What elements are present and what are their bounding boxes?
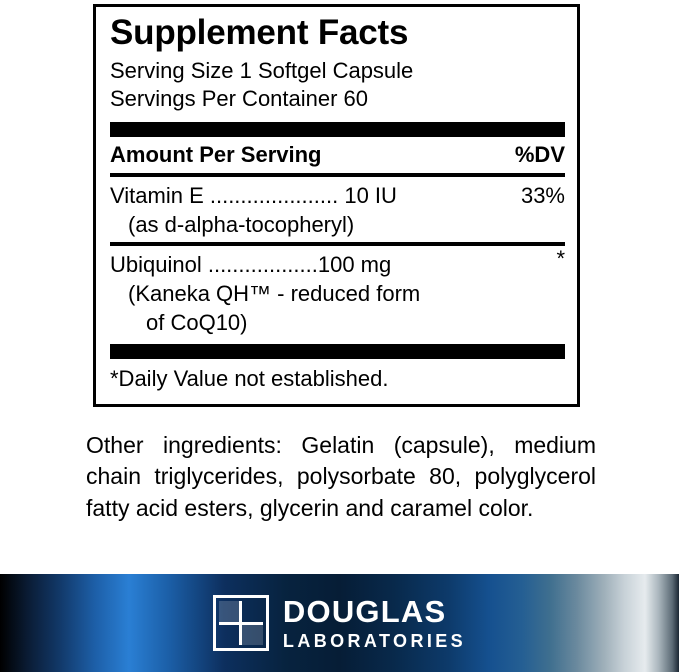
nutrient-dv: 33% xyxy=(520,183,565,209)
daily-value-header-label: %DV xyxy=(514,141,565,167)
nutrient-dv: * xyxy=(556,246,565,272)
amount-per-serving-header-row xyxy=(110,137,565,174)
nutrient-name: Ubiquinol ..................100 mg xyxy=(110,252,392,278)
other-ingredients-text: Other ingredients: Gelatin (capsule), medium chain triglycerides, polysorbate 80, polyglycerol fatty acid esters, glycerin and caramel color. xyxy=(86,432,596,521)
nutrient-subtext-2: of CoQ10) xyxy=(146,309,248,335)
brand-subtitle: LABORATORIES xyxy=(282,631,467,651)
amount-per-serving-label: Amount Per Serving xyxy=(110,141,322,167)
daily-value-footnote: *Daily Value not established. xyxy=(110,366,389,392)
nutrient-subtext: (Kaneka QH™ - reduced form xyxy=(128,280,421,306)
brand-wordmark xyxy=(283,596,466,650)
servings-per-container-text: Servings Per Container 60 xyxy=(110,86,369,112)
divider-thick-top xyxy=(110,122,565,137)
nutrient-name: Vitamin E ..................... 10 IU xyxy=(110,183,397,209)
divider-thick-bottom xyxy=(110,344,565,359)
nutrient-subtext: (as d-alpha-tocopheryl) xyxy=(128,211,355,237)
panel-title: Supplement Facts xyxy=(110,13,409,52)
nutrient-row-ubiquinol xyxy=(110,246,565,340)
brand-name: DOUGLAS xyxy=(282,594,447,629)
douglas-logo-icon xyxy=(213,595,269,651)
serving-size-text: Serving Size 1 Softgel Capsule xyxy=(110,58,414,84)
brand-footer-bar xyxy=(0,574,679,672)
nutrient-row-vitamin-e xyxy=(110,177,565,242)
supplement-facts-box xyxy=(93,4,580,407)
